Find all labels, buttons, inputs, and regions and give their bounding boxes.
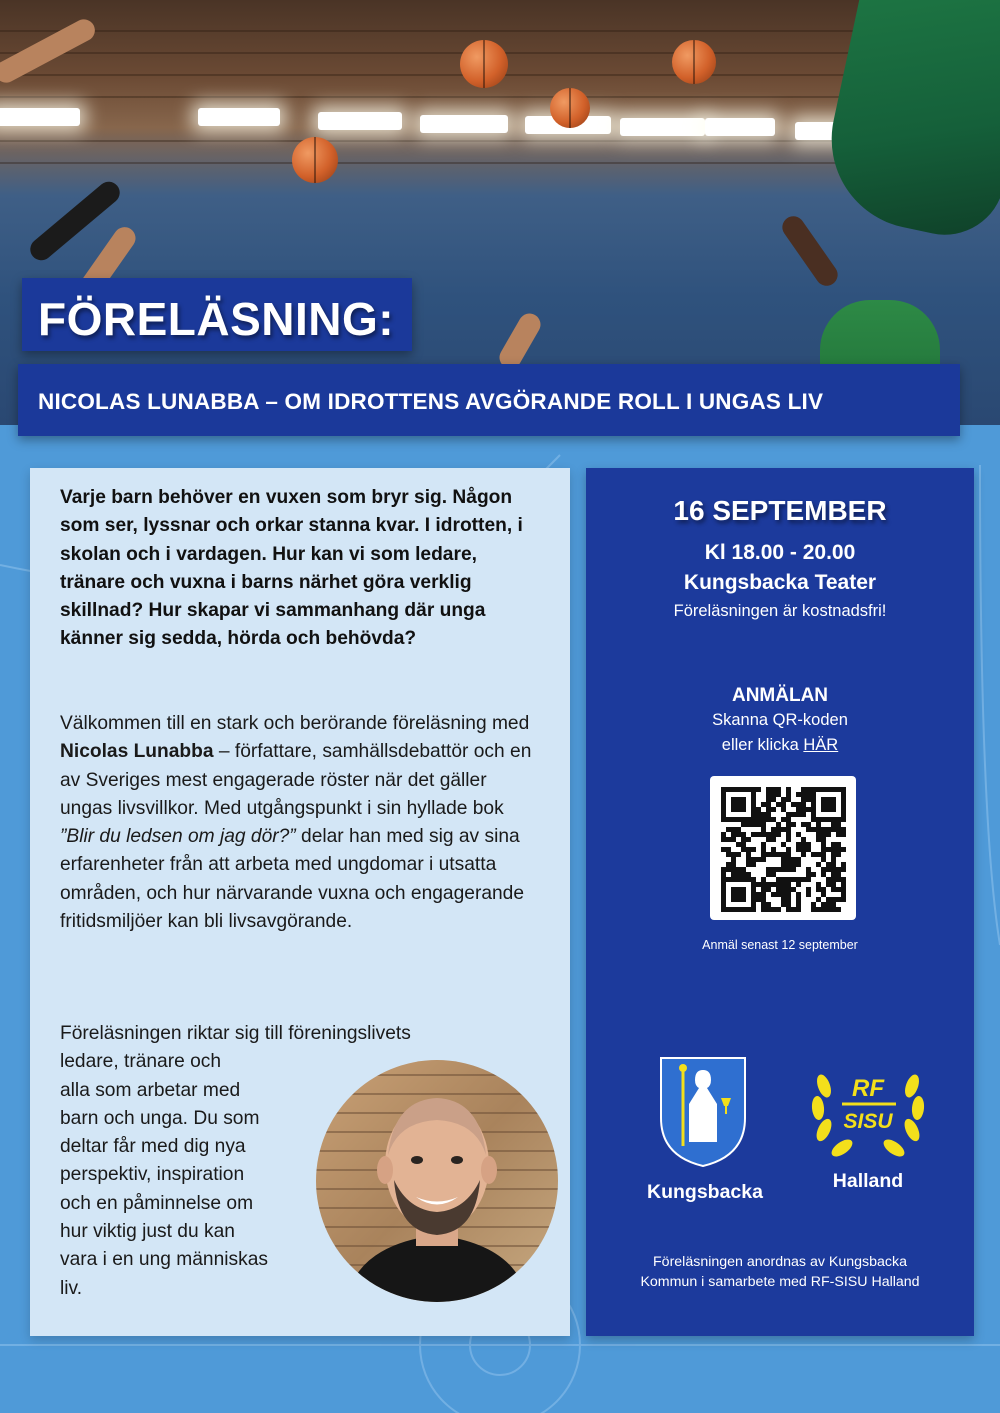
body-paragraph: Välkommen till en stark och berörande föreläsning med Nicolas Lunabba – författare, samhällsdebattör och en av Sveriges mest engagerade röster när det gäller ungas livsvillkor. Med utgångspunkt i sin hyllade bok ”Blir du ledsen om jag dör?” delar han med sig av sina erfarenheter från att arbeta med ungdomar i utsatta områden, och hur närvarande vuxna och engagerande fritidsmiljöer kan bli livsavgörande. [60,713,532,933]
registration-link[interactable]: HÄR [803,736,839,754]
event-date: 16 SEPTEMBER [673,495,887,526]
organizer-note: Föreläsningen anordnas av Kungsbacka Kommun i samarbete med RF-SISU Halland [640,1254,920,1290]
raised-arm [778,212,842,290]
qr-code-icon [710,776,856,920]
speaker-name: Nicolas Lunabba [60,741,214,763]
ceiling-light [198,108,280,126]
ceiling-light [620,118,705,136]
qr-code[interactable] [710,776,856,920]
ceiling-light [420,115,508,133]
registration-title: ANMÄLAN [731,685,829,706]
audience-paragraph: Föreläsningen riktar sig till föreningslivets ledare, tränare och alla som arbetar med barn och unga. Du som deltar får med dig nya perspektiv, inspiration och en påminnelse om hur viktig just du kan vara i en ung människas liv. [60,1023,411,1299]
ceiling-light [705,118,775,136]
price-note: Föreläsningen är kostnadsfri! [673,602,887,620]
ceiling-light [0,108,80,126]
book-title: ”Blir du ledsen om jag dör?” [60,826,296,848]
rf-text-bottom: SISU [843,1110,893,1133]
kungsbacka-label: Kungsbacka [647,1181,763,1203]
registration-instruction: Skanna QR-koden [712,711,848,729]
event-time: Kl 18.00 - 20.00 [704,541,856,564]
event-venue: Kungsbacka Teater [683,571,877,594]
speaker-portrait [316,1060,558,1302]
player-jersey [815,0,1000,246]
rf-sisu-laurel-icon [806,1058,930,1162]
registration-deadline: Anmäl senast 12 september [702,938,858,952]
kungsbacka-crest-icon [659,1056,747,1168]
ceiling-light [318,112,402,130]
basketball [672,40,716,84]
halland-label: Halland [832,1170,904,1192]
header-title: NICOLAS LUNABBA – OM IDROTTENS AVGÖRANDE ROLL I UNGAS LIV [38,389,824,414]
hero-photo [0,0,1000,425]
basketball [550,88,590,128]
intro-text: Varje barn behöver en vuxen som bryr sig. Någon som ser, lyssnar och orkar stanna kvar. I idrotten, i skolan och i vardagen. Hur kan vi som ledare, tränare och vuxna i barns närhet göra verklig skillnad? Hur skapar vi sammanhang där unga känner sig sedda, hörda och behövda? [60,487,523,650]
basketball [460,40,508,88]
registration-link-line: eller klicka HÄR [721,736,839,754]
rf-text-top: RF [852,1075,884,1102]
basketball [292,137,338,183]
header-label: FÖRELÄSNING: [38,293,395,345]
